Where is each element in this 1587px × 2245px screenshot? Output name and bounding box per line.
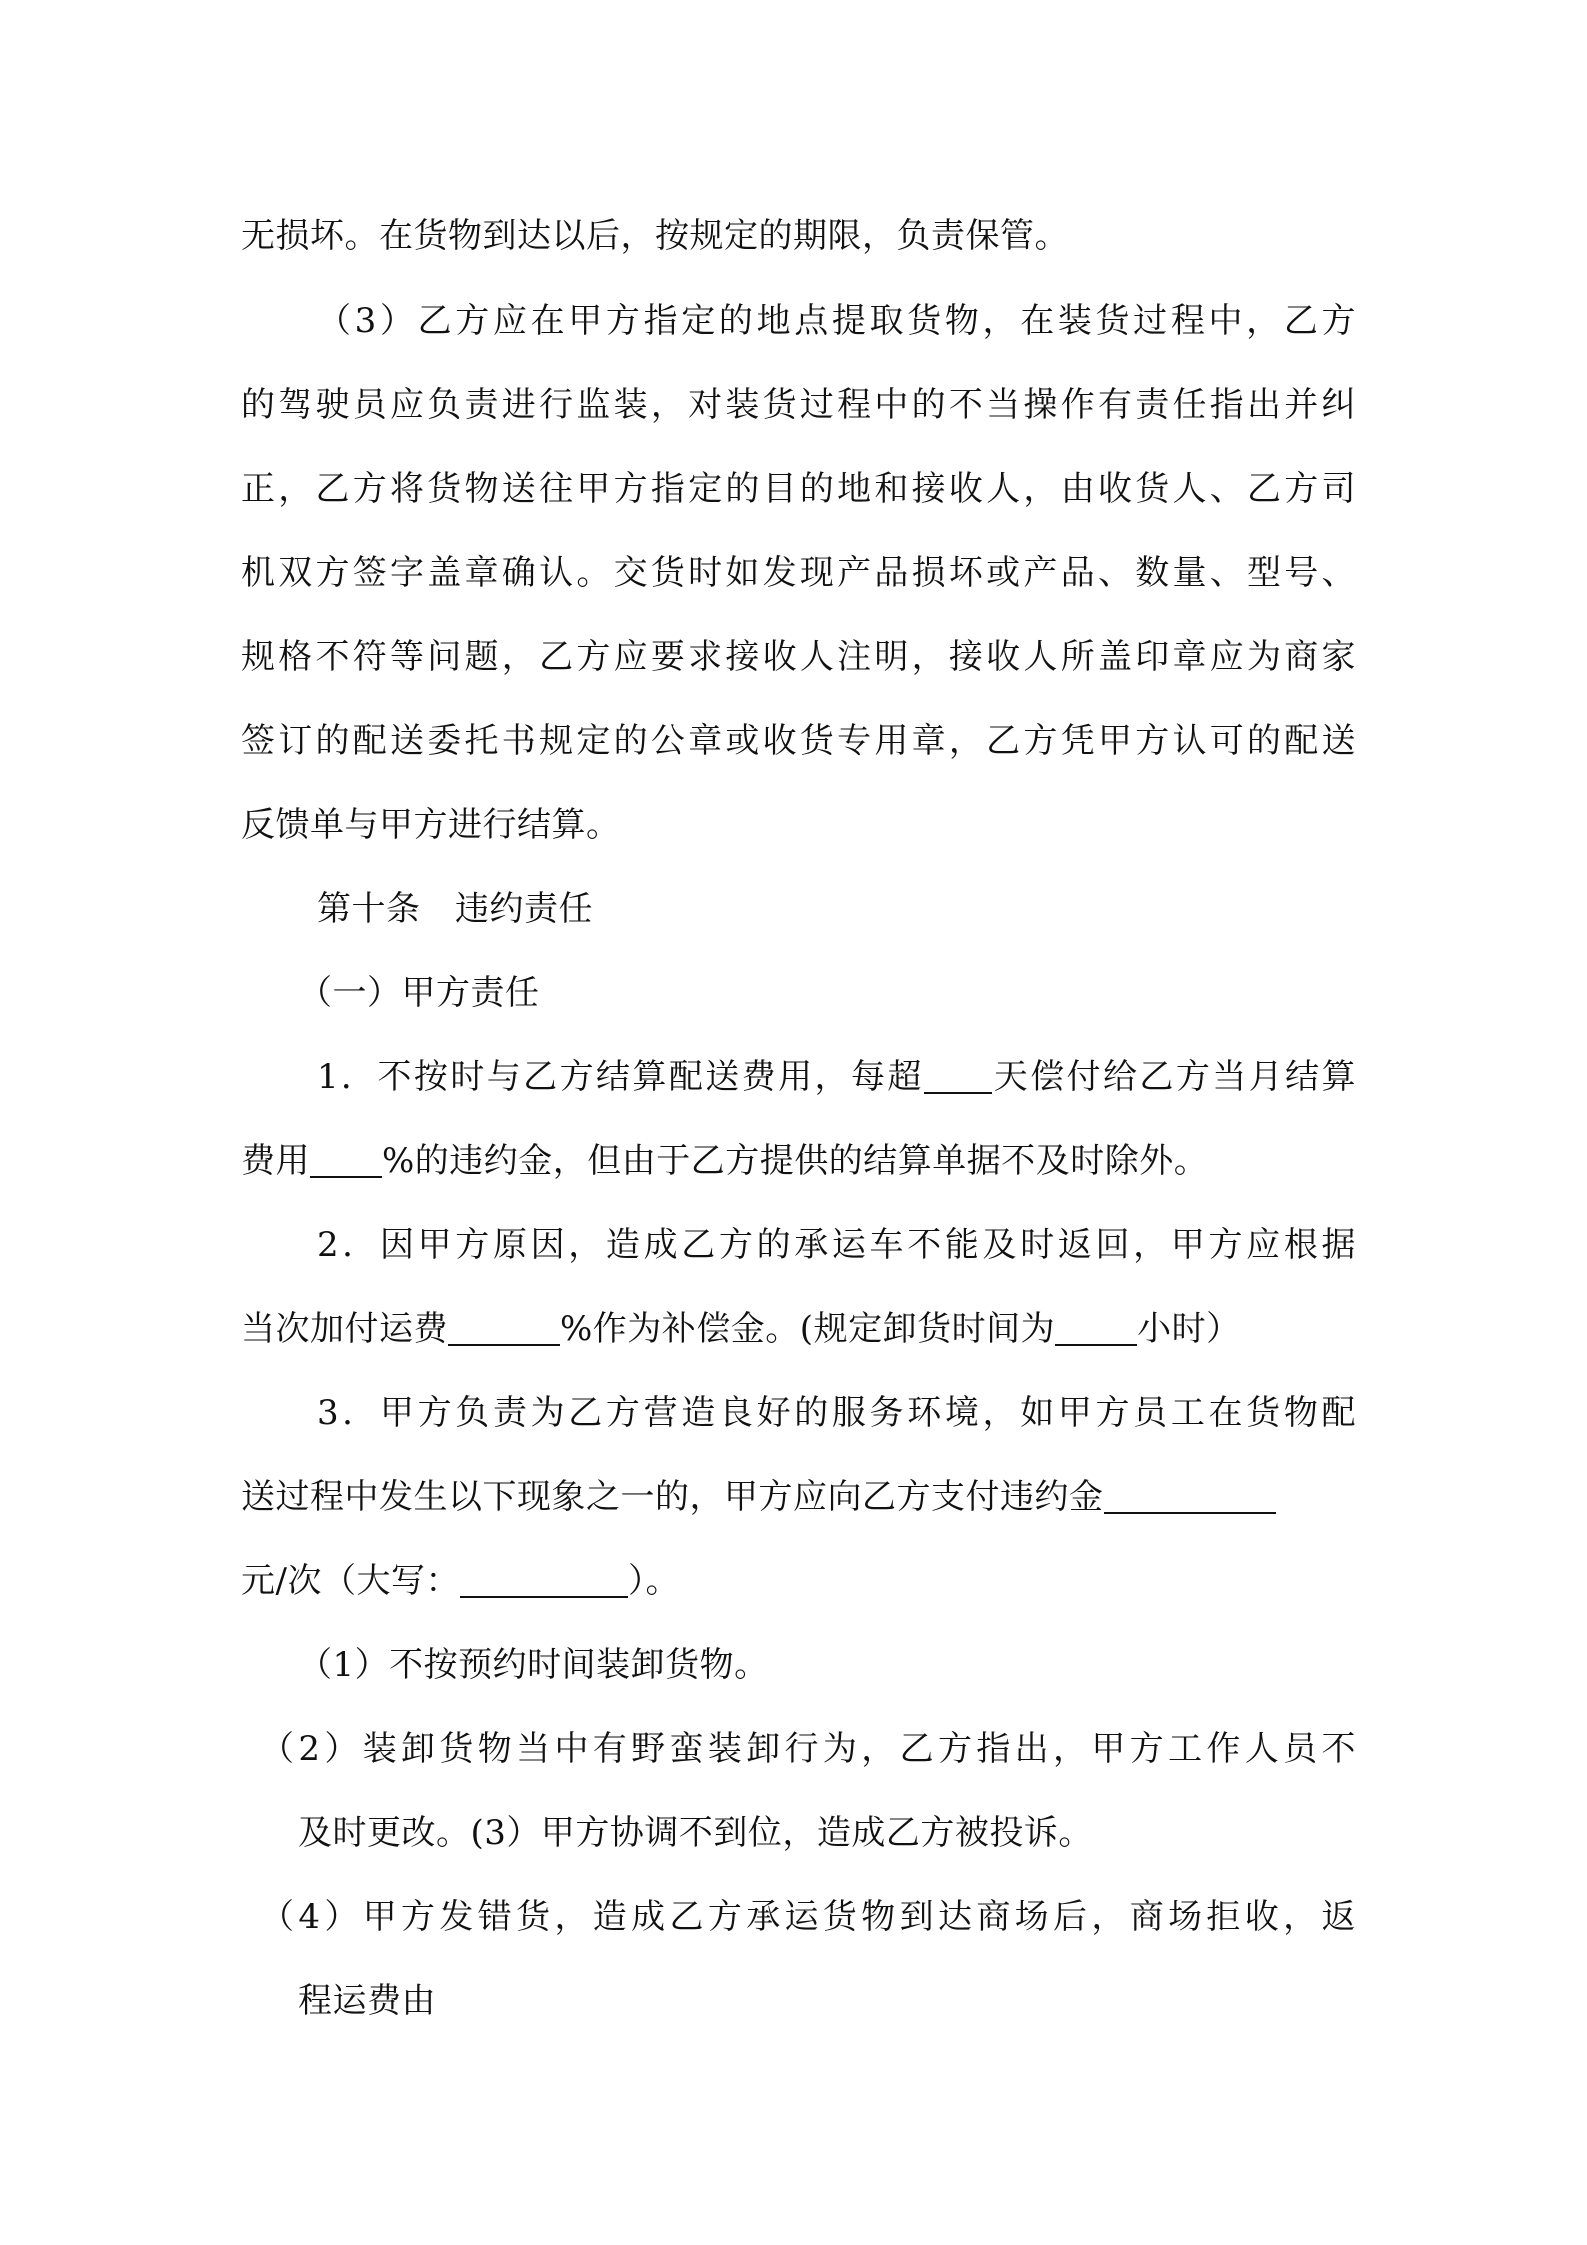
party-a-heading: （一）甲方责任 (298, 973, 540, 1013)
clause-3-line-6: 签订的配送委托书规定的公章或收货专用章，乙方凭甲方认可的配送 (241, 721, 1356, 761)
item-3-line-3: 元/次（大写： ）。 (241, 1561, 680, 1601)
clause-3-line-5: 规格不符等问题，乙方应要求接收人注明，接收人所盖印章应为商家 (241, 637, 1356, 677)
paragraph-line: 无损坏。在货物到达以后，按规定的期限，负责保管。 (241, 216, 1069, 256)
item-2-line-2: 当次加付运费 %作为补偿金。(规定卸货时间为 小时） (241, 1309, 1241, 1349)
sub-item-4-line-2: 程运费由 (298, 1981, 436, 2021)
blank-freight-percent[interactable] (448, 1310, 560, 1346)
item-2-line-1: 2．因甲方原因，造成乙方的承运车不能及时返回，甲方应根据 (317, 1225, 1356, 1265)
item-1-line-1: 1．不按时与乙方结算配送费用，每超 天偿付给乙方当月结算 (317, 1057, 1357, 1097)
item-3-line-1: 3．甲方负责为乙方营造良好的服务环境，如甲方员工在货物配 (317, 1393, 1356, 1433)
blank-percent[interactable] (310, 1142, 382, 1178)
clause-3-line-7: 反馈单与甲方进行结算。 (241, 805, 621, 845)
blank-penalty-amount[interactable] (1104, 1478, 1276, 1514)
blank-amount-in-words[interactable] (460, 1562, 628, 1598)
blank-hours[interactable] (1055, 1310, 1137, 1346)
sub-item-4-line-1: （4）甲方发错货，造成乙方承运货物到达商场后，商场拒收，返 (260, 1897, 1356, 1937)
sub-item-2-line-2: 及时更改。(3）甲方协调不到位，造成乙方被投诉。 (298, 1813, 1093, 1853)
sub-item-1: （1）不按预约时间装卸货物。 (298, 1645, 769, 1685)
sub-item-2-line-1: （2）装卸货物当中有野蛮装卸行为，乙方指出，甲方工作人员不 (260, 1729, 1356, 1769)
document-page (241, 0, 1356, 2245)
clause-3-line-1: （3）乙方应在甲方指定的地点提取货物，在装货过程中，乙方 (317, 301, 1356, 341)
article-10-title: 第十条 违约责任 (317, 889, 593, 929)
clause-3-line-2: 的驾驶员应负责进行监装，对装货过程中的不当操作有责任指出并纠 (241, 385, 1356, 425)
clause-3-line-4: 机双方签字盖章确认。交货时如发现产品损坏或产品、数量、型号、 (241, 553, 1356, 593)
item-3-line-2: 送过程中发生以下现象之一的，甲方应向乙方支付违约金 (241, 1468, 1356, 1526)
item-1-line-2: 费用 %的违约金，但由于乙方提供的结算单据不及时除外。 (241, 1141, 1209, 1181)
clause-3-line-3: 正，乙方将货物送往甲方指定的目的地和接收人，由收货人、乙方司 (241, 469, 1356, 509)
blank-days[interactable] (924, 1058, 992, 1094)
